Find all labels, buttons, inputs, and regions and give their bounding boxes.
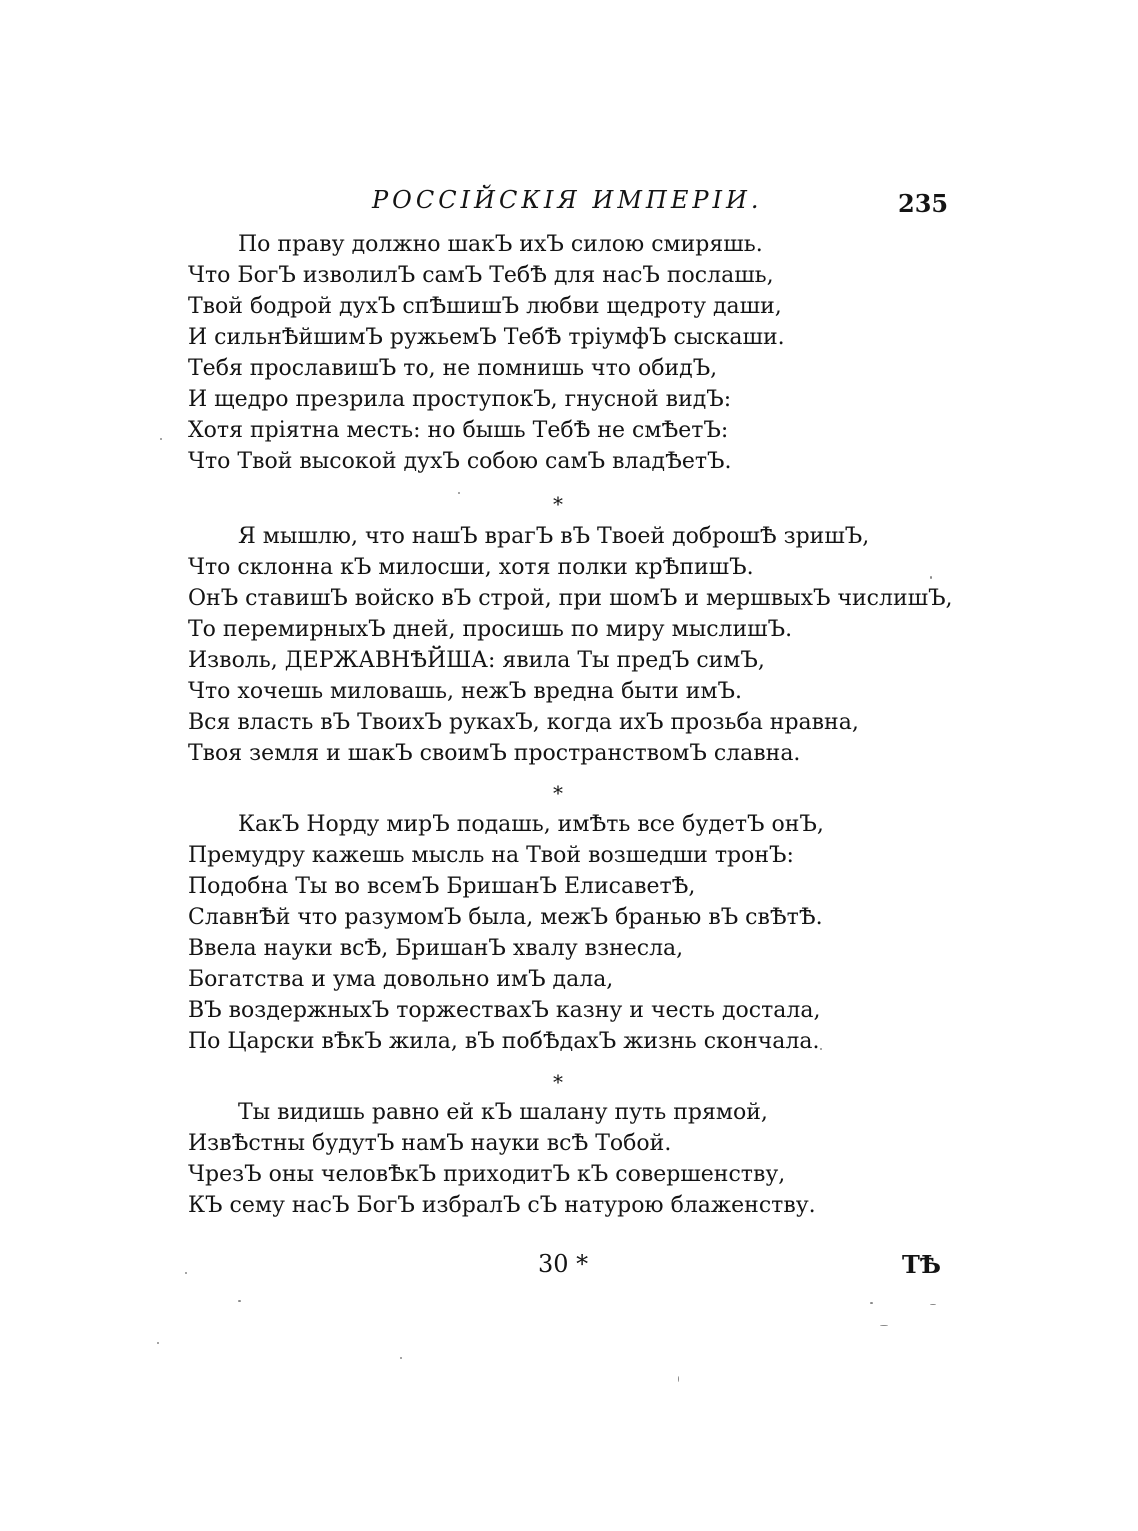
stanza-1 (188, 229, 785, 477)
verse-line: По праву должно шакЪ ихЪ силою смиряшь. (238, 232, 763, 257)
stanza-4 (188, 1097, 816, 1221)
scan-speck (930, 1304, 936, 1305)
stanza-divider-asterisk: * (553, 492, 563, 516)
scan-speck (870, 1302, 873, 1304)
stanza-2 (188, 521, 953, 769)
scan-speck (238, 1300, 241, 1302)
verse-line: ИзвѢстны будутЪ намЪ науки всѢ Тобой. (188, 1131, 672, 1156)
scan-speck (930, 576, 932, 579)
verse-line: Вся власть вЪ ТвоихЪ рукахЪ, когда ихЪ прозьба нравна, (188, 710, 859, 735)
stanza-divider-asterisk: * (553, 781, 563, 805)
running-title: РОССІЙСКІЯ ИМПЕРІИ. (372, 186, 763, 214)
verse-line: Твоя земля и шакЪ своимЪ пространствомЪ славна. (188, 741, 801, 766)
scan-speck (185, 1272, 187, 1274)
verse-line: Премудру кажешь мысль на Твой возшедши тронЪ: (188, 843, 794, 868)
verse-line: Что хочешь миловашь, нежЪ вредна быти имЪ. (188, 679, 742, 704)
verse-line: Изволь, ДЕРЖАВНѢЙША: явила Ты предЪ симЪ, (188, 648, 765, 673)
verse-line: Я мышлю, что нашЪ врагЪ вЪ Твоей доброшѢ зришЪ, (238, 524, 870, 549)
verse-line: Хотя пріятна месть: но бышь ТебѢ не смѢетЪ: (188, 418, 729, 443)
verse-line: КакЪ Норду мирЪ подашь, имѢть все будетЪ онЪ, (238, 812, 824, 837)
verse-line: КЪ сему насЪ БогЪ избралЪ сЪ натурою блаженству. (188, 1193, 816, 1218)
scan-speck (157, 1342, 159, 1344)
verse-line: Что склонна кЪ милосши, хотя полки крѢпишЪ. (188, 555, 754, 580)
verse-line: ЧрезЪ оны человѢкЪ приходитЪ кЪ совершенству, (188, 1162, 786, 1187)
verse-line: Богатства и ума довольно имЪ дала, (188, 967, 614, 992)
verse-line: Что Твой высокой духЪ собою самЪ владѢетЪ. (188, 449, 732, 474)
scan-speck (458, 492, 460, 494)
verse-line: Ввела науки всѢ, БришанЪ хвалу взнесла, (188, 936, 684, 961)
verse-line: Тебя прославишЪ то, не помнишь что обидЪ, (188, 356, 718, 381)
scan-speck (820, 1048, 822, 1050)
verse-line: СлавнѢй что разумомЪ была, межЪ бранью вЪ свѢтѢ. (188, 905, 823, 930)
verse-line: И сильнѢйшимЪ ружьемЪ ТебѢ тріумфЪ сыскаши. (188, 325, 785, 350)
verse-line: Подобна Ты во всемЪ БришанЪ ЕлисаветѢ, (188, 874, 696, 899)
verse-line: ВЪ воздержныхЪ торжествахЪ казну и честь достала, (188, 998, 821, 1023)
scan-speck (678, 1376, 679, 1382)
verse-line: И щедро презрила проступокЪ, гнусной видЪ: (188, 387, 732, 412)
signature-mark: 30 * (538, 1250, 589, 1278)
scan-speck (880, 1325, 888, 1326)
verse-line: То перемирныхЪ дней, просишь по миру мыслишЪ. (188, 617, 793, 642)
verse-line: Ты видишь равно ей кЪ шалану путь прямой, (238, 1100, 768, 1125)
scan-speck (400, 1357, 402, 1359)
verse-line: Что БогЪ изволилЪ самЪ ТебѢ для насЪ послашь, (188, 263, 774, 288)
page-number: 235 (898, 189, 949, 218)
verse-line: Твой бодрой духЪ спѢшишЪ любви щедроту даши, (188, 294, 782, 319)
stanza-divider-asterisk: * (553, 1070, 563, 1094)
verse-line: ОнЪ ставишЪ войско вЪ строй, при шомЪ и мершвыхЪ числишЪ, (188, 586, 953, 611)
catchword: ТѢ (902, 1250, 941, 1279)
stanza-3 (188, 809, 824, 1057)
verse-line: По Царски вѢкЪ жила, вЪ побѢдахЪ жизнь скончала. (188, 1029, 820, 1054)
scan-speck (160, 438, 162, 440)
